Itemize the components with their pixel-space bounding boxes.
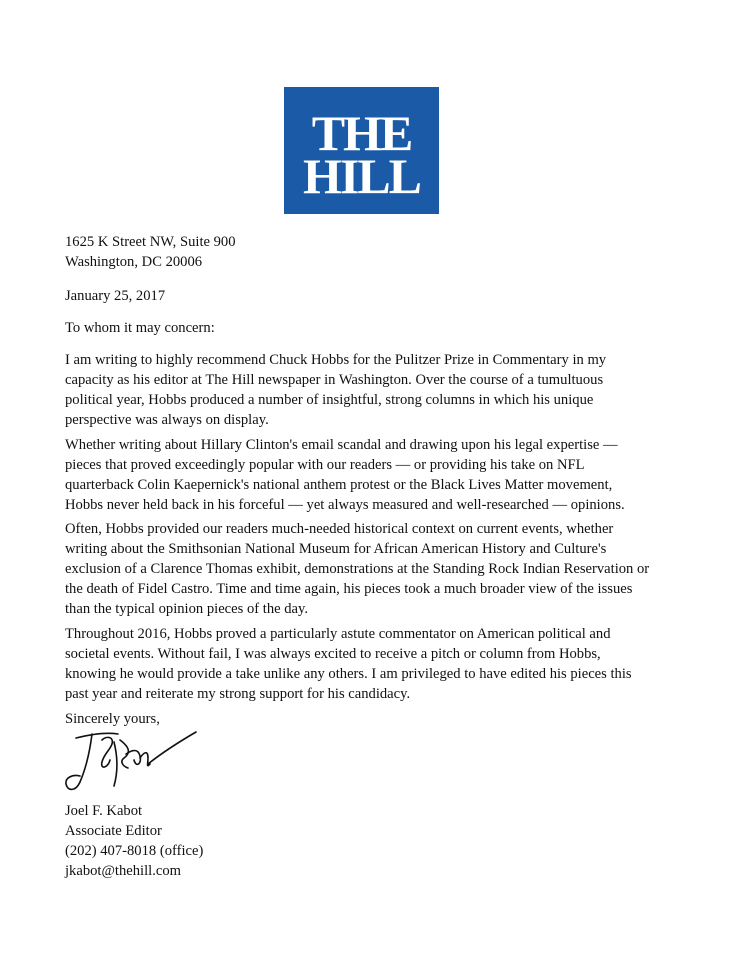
- paragraph-line: societal events. Without fail, I was always excited to receive a pitch or column from Hobbs,: [65, 646, 601, 662]
- paragraph-line: capacity as his editor at The Hill newspaper in Washington. Over the course of a tumultuous: [65, 372, 604, 388]
- logo-line-hill: HILL: [302, 148, 421, 204]
- handwritten-signature: [62, 728, 202, 798]
- letter-date: January 25, 2017: [65, 288, 166, 304]
- paragraph-line: than the typical opinion pieces of the day.: [65, 601, 309, 617]
- signer-phone: (202) 407-8018 (office): [65, 843, 204, 859]
- closing: Sincerely yours,: [65, 711, 160, 727]
- logo-line-the: THE: [311, 105, 412, 161]
- paragraph-line: pieces that proved exceedingly popular with our readers — or providing his take on NFL: [65, 457, 585, 473]
- signer-title: Associate Editor: [65, 823, 162, 839]
- paragraph-line: writing about the Smithsonian National Museum for African American History and Culture's: [65, 541, 607, 557]
- paragraph-line: Whether writing about Hillary Clinton's email scandal and drawing upon his legal expertise —: [65, 437, 618, 453]
- paragraph-line: Throughout 2016, Hobbs proved a particularly astute commentator on American political and: [65, 626, 611, 642]
- signer-name: Joel F. Kabot: [65, 803, 143, 819]
- paragraph-line: knowing he would provide a take unlike any others. I am privileged to have edited his pieces this: [65, 666, 632, 682]
- paragraph-line: quarterback Colin Kaepernick's national anthem protest or the Black Lives Matter movement,: [65, 477, 613, 493]
- paragraph-line: the death of Fidel Castro. Time and time again, his pieces took a much broader view of the issues: [65, 581, 633, 597]
- paragraph-2: [65, 435, 675, 515]
- paragraph-3: [65, 519, 675, 619]
- paragraph-line: I am writing to highly recommend Chuck Hobbs for the Pulitzer Prize in Commentary in my: [65, 352, 607, 368]
- salutation: To whom it may concern:: [65, 320, 215, 336]
- paragraph-1: [65, 350, 675, 430]
- address-line: Washington, DC 20006: [65, 254, 203, 270]
- signature-block: [65, 801, 675, 881]
- sender-address: [65, 232, 675, 272]
- the-hill-logo: [284, 87, 439, 214]
- paragraph-4: [65, 624, 675, 704]
- address-line: 1625 K Street NW, Suite 900: [65, 234, 236, 250]
- paragraph-line: Hobbs never held back in his forceful — yet always measured and well-researched — opinions.: [65, 497, 625, 513]
- paragraph-line: perspective was always on display.: [65, 412, 269, 428]
- paragraph-line: past year and reiterate my strong support for his candidacy.: [65, 686, 411, 702]
- paragraph-line: exclusion of a Clarence Thomas exhibit, demonstrations at the Standing Rock Indian Reservation or: [65, 561, 650, 577]
- signer-email: jkabot@thehill.com: [65, 863, 181, 879]
- paragraph-line: Often, Hobbs provided our readers much-needed historical context on current events, whether: [65, 521, 614, 537]
- paragraph-line: political year, Hobbs produced a number of insightful, strong columns in which his unique: [65, 392, 594, 408]
